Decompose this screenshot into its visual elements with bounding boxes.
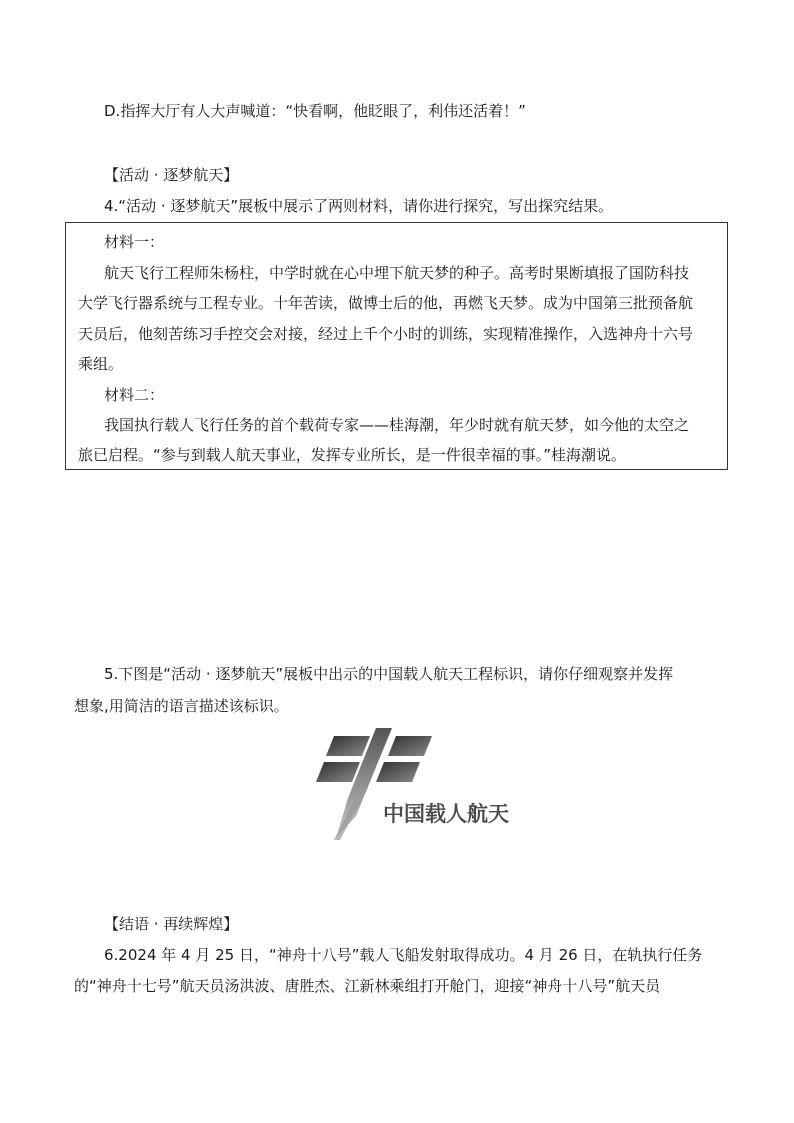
material-2-line: 旅已启程。“参与到载人航天事业，发挥专业所长，是一件很幸福的事。”桂海潮说。 [78, 446, 627, 464]
material-box [65, 222, 728, 470]
material-1-line: 天员后，他刻苦练习手控交会对接，经过上千个小时的训练，实现精准操作，入选神舟十六号 [78, 325, 694, 343]
question-6-line: 的“神舟十七号”航天员汤洪波、唐胜杰、江新林乘组打开舱门，迎接“神舟十八号”航天员 [74, 977, 661, 995]
question-6-line: 6.2024 年 4 月 25 日，“神舟十八号”载人飞船发射取得成功。4 月 26 日，在轨执行任务 [104, 946, 703, 964]
option-d: D.指挥大厅有人大声喊道：“快看啊，他眨眼了，利伟还活着！” [104, 102, 526, 120]
section-heading-conclusion: 【结语 · 再续辉煌】 [104, 915, 239, 933]
material-2-title: 材料二： [104, 386, 165, 404]
material-1-line: 乘组。 [78, 355, 124, 373]
material-1-title: 材料一： [104, 233, 165, 251]
question-5-line: 想象,用简洁的语言描述该标识。 [74, 697, 289, 715]
question-5-line: 5.下图是“活动 · 逐梦航天”展板中出示的中国载人航天工程标识，请你仔细观察并发挥 [104, 665, 674, 683]
logo-text: 中国载人航天 [383, 802, 509, 826]
section-heading-activity: 【活动 · 逐梦航天】 [104, 166, 239, 184]
material-2-line: 我国执行载人飞行任务的首个载荷专家——桂海潮，年少时就有航天梦，如今他的太空之 [104, 416, 690, 434]
material-1-line: 航天飞行工程师朱杨柱，中学时就在心中埋下航天梦的种子。高考时果断填报了国防科技 [104, 264, 690, 282]
question-4: 4.“活动 · 逐梦航天”展板中展示了两则材料，请你进行探究，写出探究结果。 [104, 197, 614, 215]
material-1-line: 大学飞行器系统与工程专业。十年苦读，做博士后的他，再燃飞天梦。成为中国第三批预备航 [78, 294, 694, 312]
